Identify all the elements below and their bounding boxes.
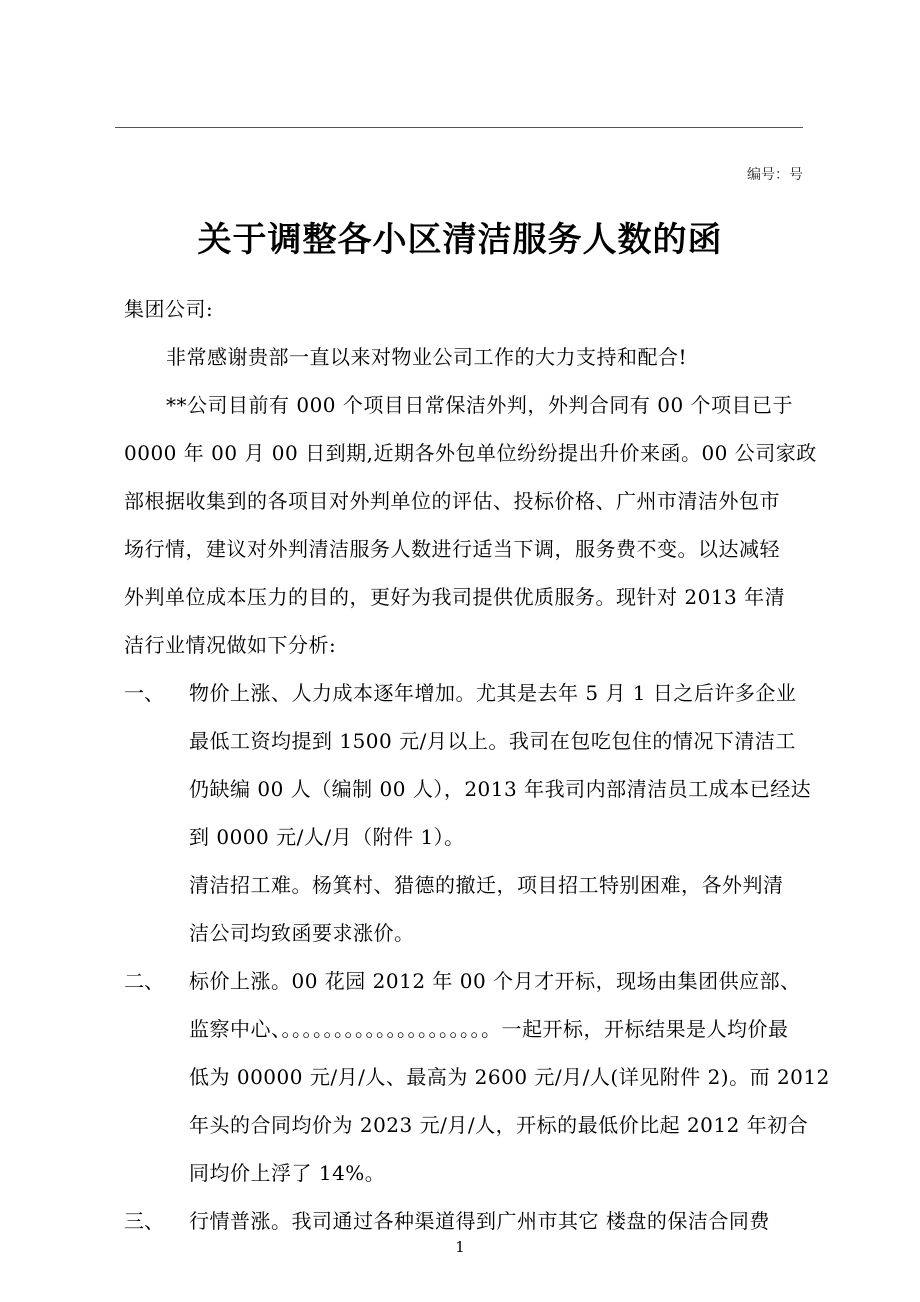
- intro-line: 部根据收集到的各项目对外判单位的评估、投标价格、广州市清洁外包市: [124, 489, 780, 513]
- intro-line: **公司目前有 000 个项目日常保洁外判，外判合同有 00 个项目已于: [166, 393, 794, 417]
- intro-thanks: 非常感谢贵部一直以来对物业公司工作的大力支持和配合!: [166, 345, 688, 369]
- intro-line: 场行情，建议对外判清洁服务人数进行适当下调，服务费不变。以达减轻: [124, 537, 780, 561]
- section-line: 低为 00000 元/月/人、最高为 2600 元/月/人(详见附件 2)。而 2012: [189, 1065, 830, 1089]
- section-line: 清洁招工难。杨箕村、猎德的撤迁，项目招工特别困难，各外判清: [189, 873, 784, 897]
- section-line: 同均价上浮了 14%。: [189, 1161, 386, 1185]
- section-line: 标价上涨。00 花园 2012 年 00 个月才开标，现场由集团供应部、: [189, 969, 801, 993]
- section-line: 仍缺编 00 人（编制 00 人），2013 年我司内部清洁员工成本已经达: [189, 777, 812, 801]
- section-number: 一、: [124, 681, 164, 705]
- section-line: 行情普涨。我司通过各种渠道得到广州市其它 楼盘的保洁合同费: [189, 1209, 770, 1233]
- section-line: 年头的合同均价为 2023 元/月/人，开标的最低价比起 2012 年初合: [189, 1113, 809, 1137]
- document-title: 关于调整各小区清洁服务人数的函: [197, 220, 723, 260]
- header-rule: [115, 127, 803, 128]
- intro-line: 洁行业情况做如下分析:: [124, 633, 337, 657]
- section-number: 三、: [124, 1209, 164, 1233]
- page-number: 1: [455, 1238, 465, 1256]
- document-reference-number: 编号：号: [747, 167, 803, 183]
- intro-line: 外判单位成本压力的目的，更好为我司提供优质服务。现针对 2013 年清: [124, 585, 786, 609]
- section-number: 二、: [124, 969, 164, 993]
- section-line: 洁公司均致函要求涨价。: [189, 921, 415, 945]
- intro-line: 0000 年 00 月 00 日到期,近期各外包单位纷纷提出升价来函。00 公司家政: [124, 441, 817, 465]
- section-line: 最低工资均提到 1500 元/月以上。我司在包吃包住的情况下清洁工: [189, 729, 796, 753]
- salutation: 集团公司:: [124, 297, 214, 321]
- section-line: 到 0000 元/人/月（附件 1）。: [189, 825, 465, 849]
- section-line: 物价上涨、人力成本逐年增加。尤其是去年 5 月 1 日之后许多企业: [189, 681, 797, 705]
- section-line: 监察中心、。。。。。。。。。。。。。。。。。。。。一起开标，开标结果是人均价最: [189, 1017, 789, 1041]
